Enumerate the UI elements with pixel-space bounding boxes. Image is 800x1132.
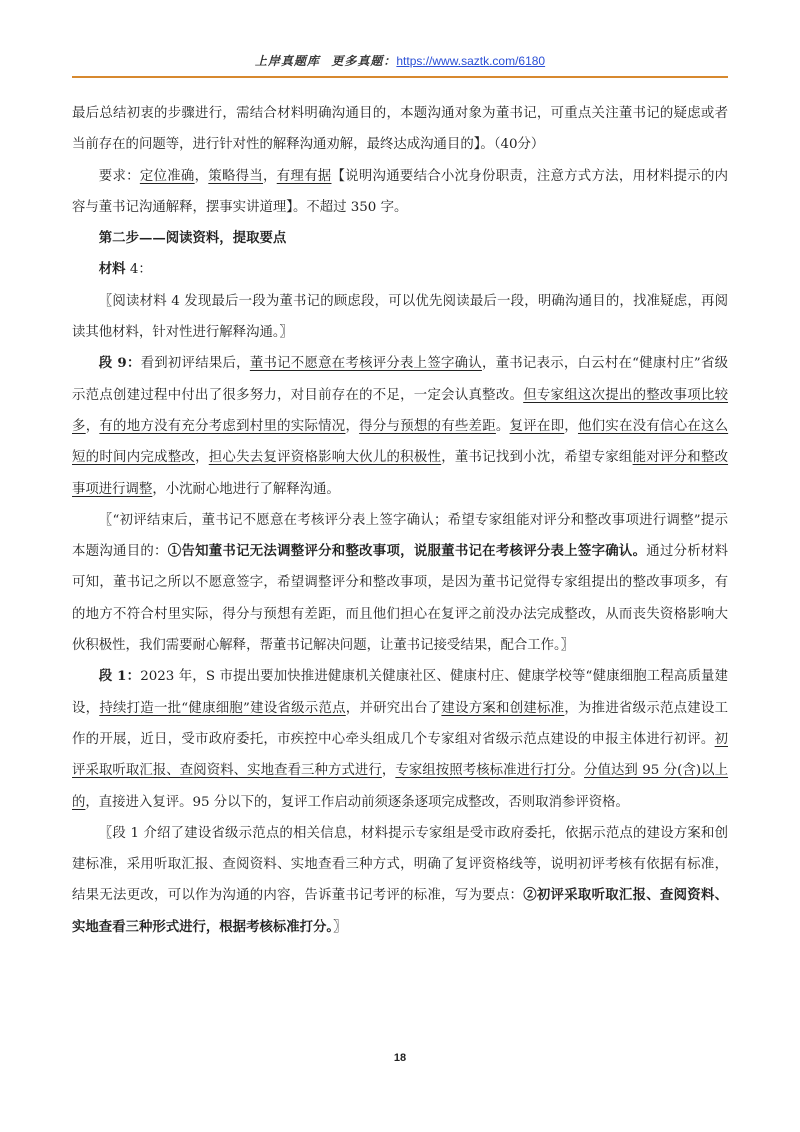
underlined-text: 初评采取听取汇报、查阅资料、实地查看三种方式进行 — [72, 731, 728, 779]
paragraph-label: 段 9： — [98, 355, 141, 372]
key-point-1: ①告知董书记无法调整评分和整改事项，说服董书记在考核评分表上签字确认。 — [167, 543, 647, 560]
text: 。 — [570, 763, 584, 779]
document-body — [72, 98, 728, 943]
underlined-text: 复评在即 — [509, 418, 565, 434]
paragraph-text: 最后总结初衷的步骤进行，需结合材料明确沟通目的，本题沟通对象为董书记，可重点关注董书记的疑虑或者当前存在的问题等，进行针对性的解释沟通劝解，最终达成沟通目的】。（40分） — [72, 106, 728, 153]
text: 2023 年，S 市提出要加快推进健康机关健康社区、健康村庄、健康学校等“健康细胞工程高质量建设， — [72, 669, 728, 716]
underlined-text: 董书记不愿意在考核评分表上签字确认 — [249, 356, 482, 372]
text: ，为推进省级示范点建设工作的开展，近日，受市政府委托，市疾控中心牵头组成几个专家组对省级示范点建设的申报主体进行初评。 — [72, 700, 729, 747]
text: ， — [194, 168, 209, 184]
text: ， — [345, 418, 360, 434]
text: 看到初评结果后， — [140, 356, 250, 372]
text: ， — [381, 763, 396, 779]
text: 要求： — [98, 168, 140, 184]
text: 〗 — [333, 919, 347, 935]
underlined-text: 得分与预想的有些差距 — [359, 418, 496, 434]
underlined-text: 他们实在没有信心在这么短的时间内完成整改 — [72, 418, 729, 466]
text: ，董书记找到小沈，希望专家组 — [441, 450, 633, 466]
paragraph-intro — [72, 98, 728, 161]
text: ， — [564, 418, 578, 434]
text: 【说明沟通要结合小沈身份职责，注意方式方法，用材料提示的内容与董书记沟通解释，摆事实讲道理】。不超过 350 字。 — [72, 168, 729, 215]
header-more-label: 更多真题： — [331, 54, 397, 68]
underlined-text: 担心失去复评资格影响大伙儿的积极性 — [208, 450, 442, 466]
underlined-text: 有理有据 — [276, 168, 332, 184]
underlined-text: 持续打造一批“健康细胞”建设省级示范点 — [99, 700, 346, 716]
header-url-link[interactable]: https://www.saztk.com/6180 — [396, 54, 546, 68]
paragraph-9 — [72, 348, 728, 504]
text: ，并研究出台了 — [345, 700, 442, 716]
underlined-text: 定位准确 — [139, 168, 195, 184]
header-brand: 上岸真题库 — [254, 54, 320, 68]
material-number: 4： — [129, 262, 152, 278]
text: ， — [85, 418, 100, 434]
material-label: 材料 — [98, 261, 126, 278]
text: 〖“初评结束后，董书记不愿意在考核评分表上签字确认；希望专家组能对评分和整改事项进行调整”提示本题沟通目的： — [72, 512, 728, 560]
text: 〖段 1 介绍了建设省级示范点的相关信息，材料提示专家组是受市政府委托，依据示范点的建设方案和创建标准，采用听取汇报、查阅资料、实地查看三种方式，明确了复评资格线等，说明初评考核有依据有标准，结果无法更改，可以作为沟通的内容，告诉董书记考评的标准，写为要点： — [72, 825, 728, 904]
text: ，小沈耐心地进行了解释沟通。 — [152, 481, 340, 497]
key-point-2: ②初评采取听取汇报、查阅资料、实地查看三种形式进行，根据考核标准打分。 — [72, 887, 729, 935]
paragraph-label: 段 1： — [98, 668, 141, 685]
page-number: 18 — [393, 1052, 407, 1064]
note-paragraph-1 — [72, 818, 728, 943]
page-header — [0, 52, 800, 69]
text: 。 — [495, 418, 510, 434]
text: ， — [195, 450, 209, 466]
header-rule — [72, 76, 728, 78]
paragraph-1 — [72, 661, 728, 817]
underlined-text: 专家组按照考核标准进行打分 — [395, 763, 571, 779]
underlined-text: 有的地方没有充分考虑到村里的实际情况 — [99, 418, 346, 434]
note-paragraph-9 — [72, 505, 728, 661]
material-heading — [72, 254, 728, 285]
underlined-text: 但专家组这次提出的整改事项比较多 — [72, 387, 729, 434]
underlined-text: 分值达到 95 分(含)以上的 — [72, 763, 729, 810]
note-reading-order: 〖阅读材料 4 发现最后一段为董书记的顾虑段，可以优先阅读最后一段，明确沟通目的，找准疑虑，再阅读其他材料，针对性进行解释沟通。〗 — [72, 293, 728, 341]
underlined-text: 策略得当 — [208, 168, 264, 184]
heading-step2: 第二步——阅读资料，提取要点 — [98, 230, 287, 247]
underlined-text: 能对评分和整改事项进行调整 — [72, 450, 729, 497]
paragraph-requirements — [72, 161, 728, 224]
text: ， — [263, 168, 277, 184]
text: ，直接进入复评。95 分以下的，复评工作启动前须逐条逐项完成整改，否则取消参评资格。 — [85, 794, 629, 810]
text: ，董书记表示，白云村在“健康村庄”省级示范点创建过程中付出了很多努力，对目前存在的不足，一定会认真整改。 — [72, 356, 729, 403]
text: 通过分析材料可知，董书记之所以不愿意签字，希望调整评分和整改事项，是因为董书记觉得专家组提出的整改事项多，有的地方不符合村里实际，得分与预想有差距，而且他们担心在复评之前没办法完成整改，从而丧失资格影响大伙积极性，我们需要耐心解释，帮董书记解决问题，让董书记接受结果，配合工作。〗 — [72, 544, 729, 654]
underlined-text: 建设方案和创建标准 — [441, 700, 565, 716]
